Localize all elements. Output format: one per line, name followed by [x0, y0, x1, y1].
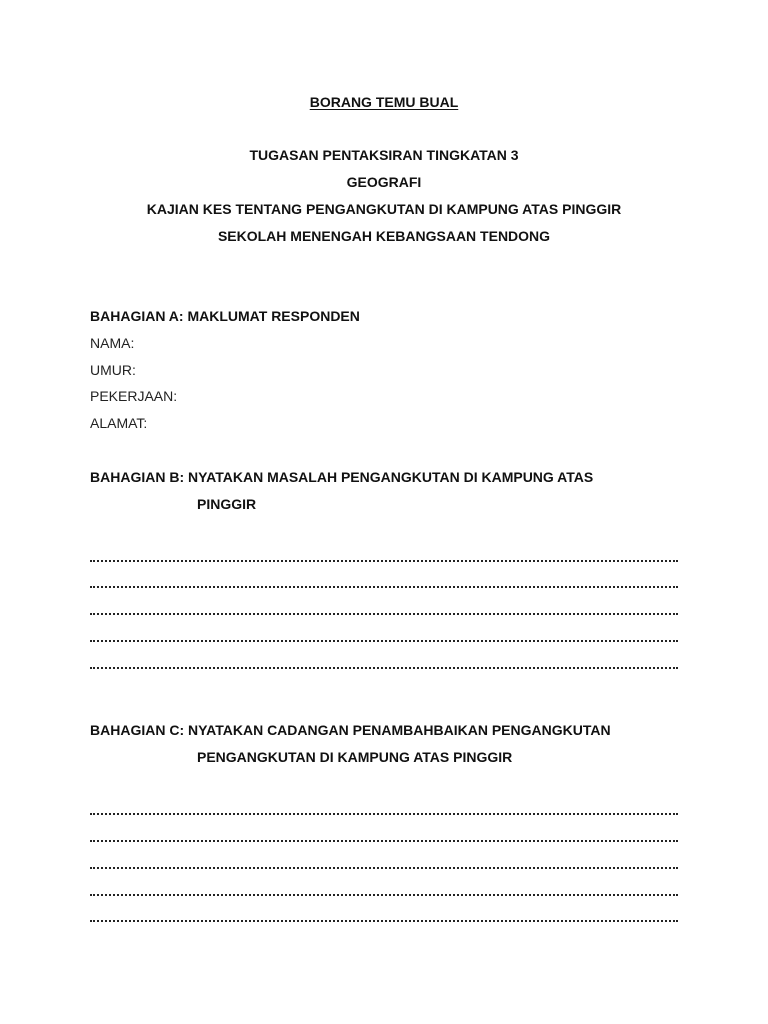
- answer-line: [90, 613, 678, 615]
- answer-line: [90, 840, 678, 842]
- answer-line: [90, 560, 678, 562]
- field-pekerjaan: PEKERJAAN:: [90, 388, 178, 404]
- assignment-line: TUGASAN PENTAKSIRAN TINGKATAN 3: [249, 147, 519, 163]
- answer-line: [90, 640, 678, 642]
- field-umur: UMUR:: [90, 362, 136, 378]
- answer-line: [90, 894, 678, 896]
- section-c-heading: BAHAGIAN C: NYATAKAN CADANGAN PENAMBAHBAIKAN PENGANGKUTAN: [90, 722, 611, 738]
- answer-line: [90, 586, 678, 588]
- section-c-heading-continued: PENGANGKUTAN DI KAMPUNG ATAS PINGGIR: [197, 749, 513, 765]
- section-a-heading: BAHAGIAN A: MAKLUMAT RESPONDEN: [90, 308, 360, 324]
- school-line: SEKOLAH MENENGAH KEBANGSAAN TENDONG: [217, 228, 551, 244]
- field-alamat: ALAMAT:: [90, 415, 148, 431]
- section-b-heading: BAHAGIAN B: NYATAKAN MASALAH PENGANGKUTAN DI KAMPUNG ATAS: [90, 469, 594, 485]
- answer-line: [90, 667, 678, 669]
- answer-line: [90, 813, 678, 815]
- answer-line: [90, 920, 678, 922]
- subject-line: GEOGRAFI: [346, 174, 422, 190]
- section-b-heading-continued: PINGGIR: [197, 496, 257, 512]
- answer-line: [90, 867, 678, 869]
- field-nama: NAMA:: [90, 335, 135, 351]
- document-title: BORANG TEMU BUAL: [309, 94, 459, 110]
- case-study-line: KAJIAN KES TENTANG PENGANGKUTAN DI KAMPUNG ATAS PINGGIR: [146, 201, 622, 217]
